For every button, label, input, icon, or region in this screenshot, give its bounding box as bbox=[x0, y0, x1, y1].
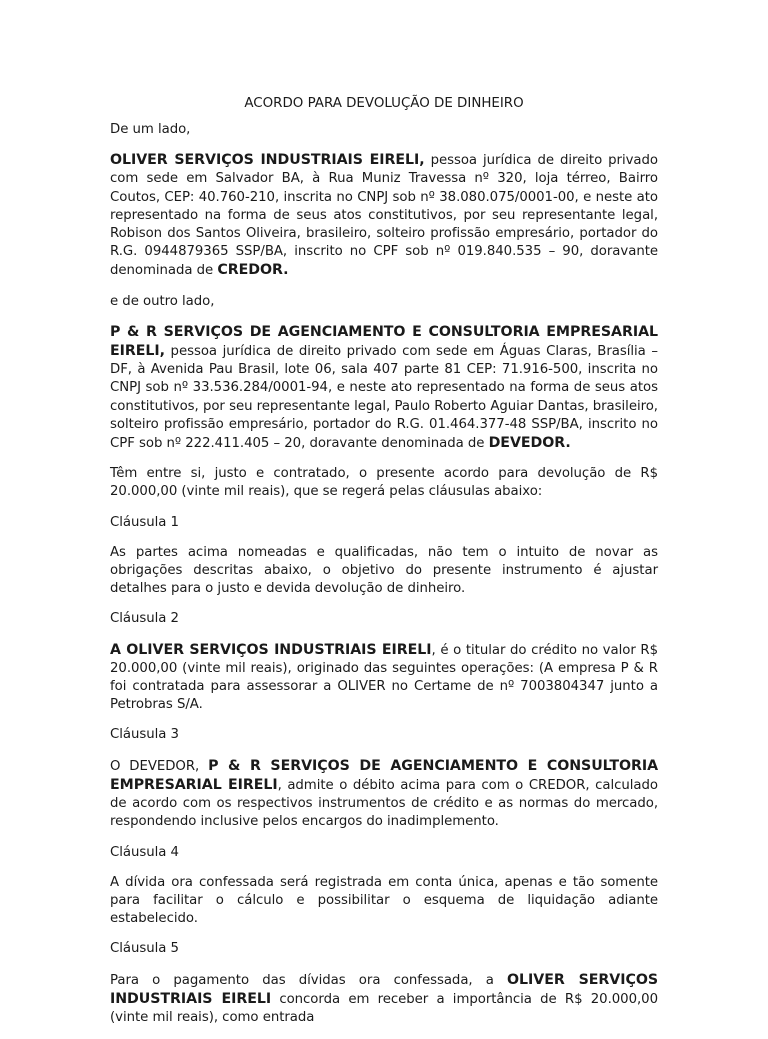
party-2-paragraph bbox=[110, 323, 658, 453]
clause-4-heading: Cláusula 4 bbox=[110, 844, 179, 860]
party-2-role: DEVEDOR. bbox=[488, 435, 571, 452]
clause-3-lead: O DEVEDOR, bbox=[110, 758, 209, 774]
clause-5-paragraph bbox=[110, 971, 658, 1028]
clause-2-bold: A OLIVER SERVIÇOS INDUSTRIAIS EIRELI bbox=[110, 641, 432, 658]
party-1-name: OLIVER SERVIÇOS INDUSTRIAIS EIRELI, bbox=[110, 152, 425, 169]
party-2-text: pessoa jurídica de direito privado com sede em Águas Claras, Brasília – DF, à Avenida Pau Brasil, lote 06, sala 407 parte 81 CEP: 71.916-500, inscrita no CNPJ sob nº 33.536.284/0001-94, e neste ato representado na forma de seus atos constitutivos, por seu representante legal, Paulo Roberto Aguiar Dantas, brasileiro, solteiro profissão empresário, portador do R.G. 01.464.377-48 SSP/BA, inscrito no CPF sob nº 222.411.405 – 20, doravante denominada de bbox=[110, 344, 658, 452]
document-body bbox=[110, 96, 658, 1039]
clause-3-paragraph bbox=[110, 757, 658, 832]
document-title: ACORDO PARA DEVOLUÇÃO DE DINHEIRO bbox=[244, 96, 524, 111]
clause-1-text: As partes acima nomeadas e qualificadas, não tem o intuito de novar as obrigações descritas abaixo, o objetivo do presente instrumento é ajustar detalhes para o justo e devida devolução de dinheiro. bbox=[110, 544, 658, 597]
clause-5-heading: Cláusula 5 bbox=[110, 941, 179, 957]
clause-4-text: A dívida ora confessada será registrada em conta única, apenas e tão somente para facilitar o cálculo e possibilitar o esquema de liquidação adiante estabelecido. bbox=[110, 874, 658, 927]
clause-5-lead: Para o pagamento das dívidas ora confessada, a bbox=[110, 972, 508, 988]
clause-3-heading: Cláusula 3 bbox=[110, 727, 179, 743]
intro-second-party: e de outro lado, bbox=[110, 293, 215, 309]
agreement-paragraph: Têm entre si, justo e contratado, o presente acordo para devolução de R$ 20.000,00 (vinte mil reais), que se regerá pelas cláusulas abaixo: bbox=[110, 466, 658, 500]
clause-1-heading: Cláusula 1 bbox=[110, 514, 179, 530]
clause-5-text: concorda em receber a importância de R$ 20.000,00 (vinte mil reais), como entrada bbox=[110, 991, 658, 1025]
party-1-role: CREDOR. bbox=[217, 262, 289, 279]
clause-5-bold: OLIVER SERVIÇOS INDUSTRIAIS EIRELI bbox=[110, 971, 658, 1007]
party-2-name: P & R SERVIÇOS DE AGENCIAMENTO E CONSULTORIA EMPRESARIAL EIRELI, bbox=[110, 323, 658, 360]
clause-2-heading: Cláusula 2 bbox=[110, 611, 179, 627]
party-1-text: pessoa jurídica de direito privado com sede em Salvador BA, à Rua Muniz Travessa nº 320, loja térreo, Bairro Coutos, CEP: 40.760-210, inscrita no CNPJ sob nº 38.080.075/0001-00, e neste ato representado na forma de seus atos constitutivos, por seu representante legal, Robison dos Santos Oliveira, brasileiro, solteiro profissão empresário, portador do R.G. 0944879365 SSP/BA, inscrito no CPF sob nº 019.840.535 – 90, doravante denominada de bbox=[110, 153, 658, 279]
party-1-paragraph bbox=[110, 151, 658, 280]
clause-2-paragraph bbox=[110, 641, 658, 715]
clause-3-text: , admite o débito acima para com o CREDOR, calculado de acordo com os respectivos instrumentos de crédito e as normas do mercado, respondendo inclusive pelos encargos do inadimplemento. bbox=[110, 777, 658, 830]
clause-3-bold: P & R SERVIÇOS DE AGENCIAMENTO E CONSULTORIA EMPRESARIAL EIRELI bbox=[110, 757, 658, 793]
clause-2-text: , é o titular do crédito no valor R$ 20.000,00 (vinte mil reais), originado das seguintes operações: (A empresa P & R foi contratada para assessorar a OLIVER no Certame de nº 7003804347 junto a Petrobras S/A. bbox=[110, 642, 658, 713]
intro-first-party: De um lado, bbox=[110, 122, 191, 137]
